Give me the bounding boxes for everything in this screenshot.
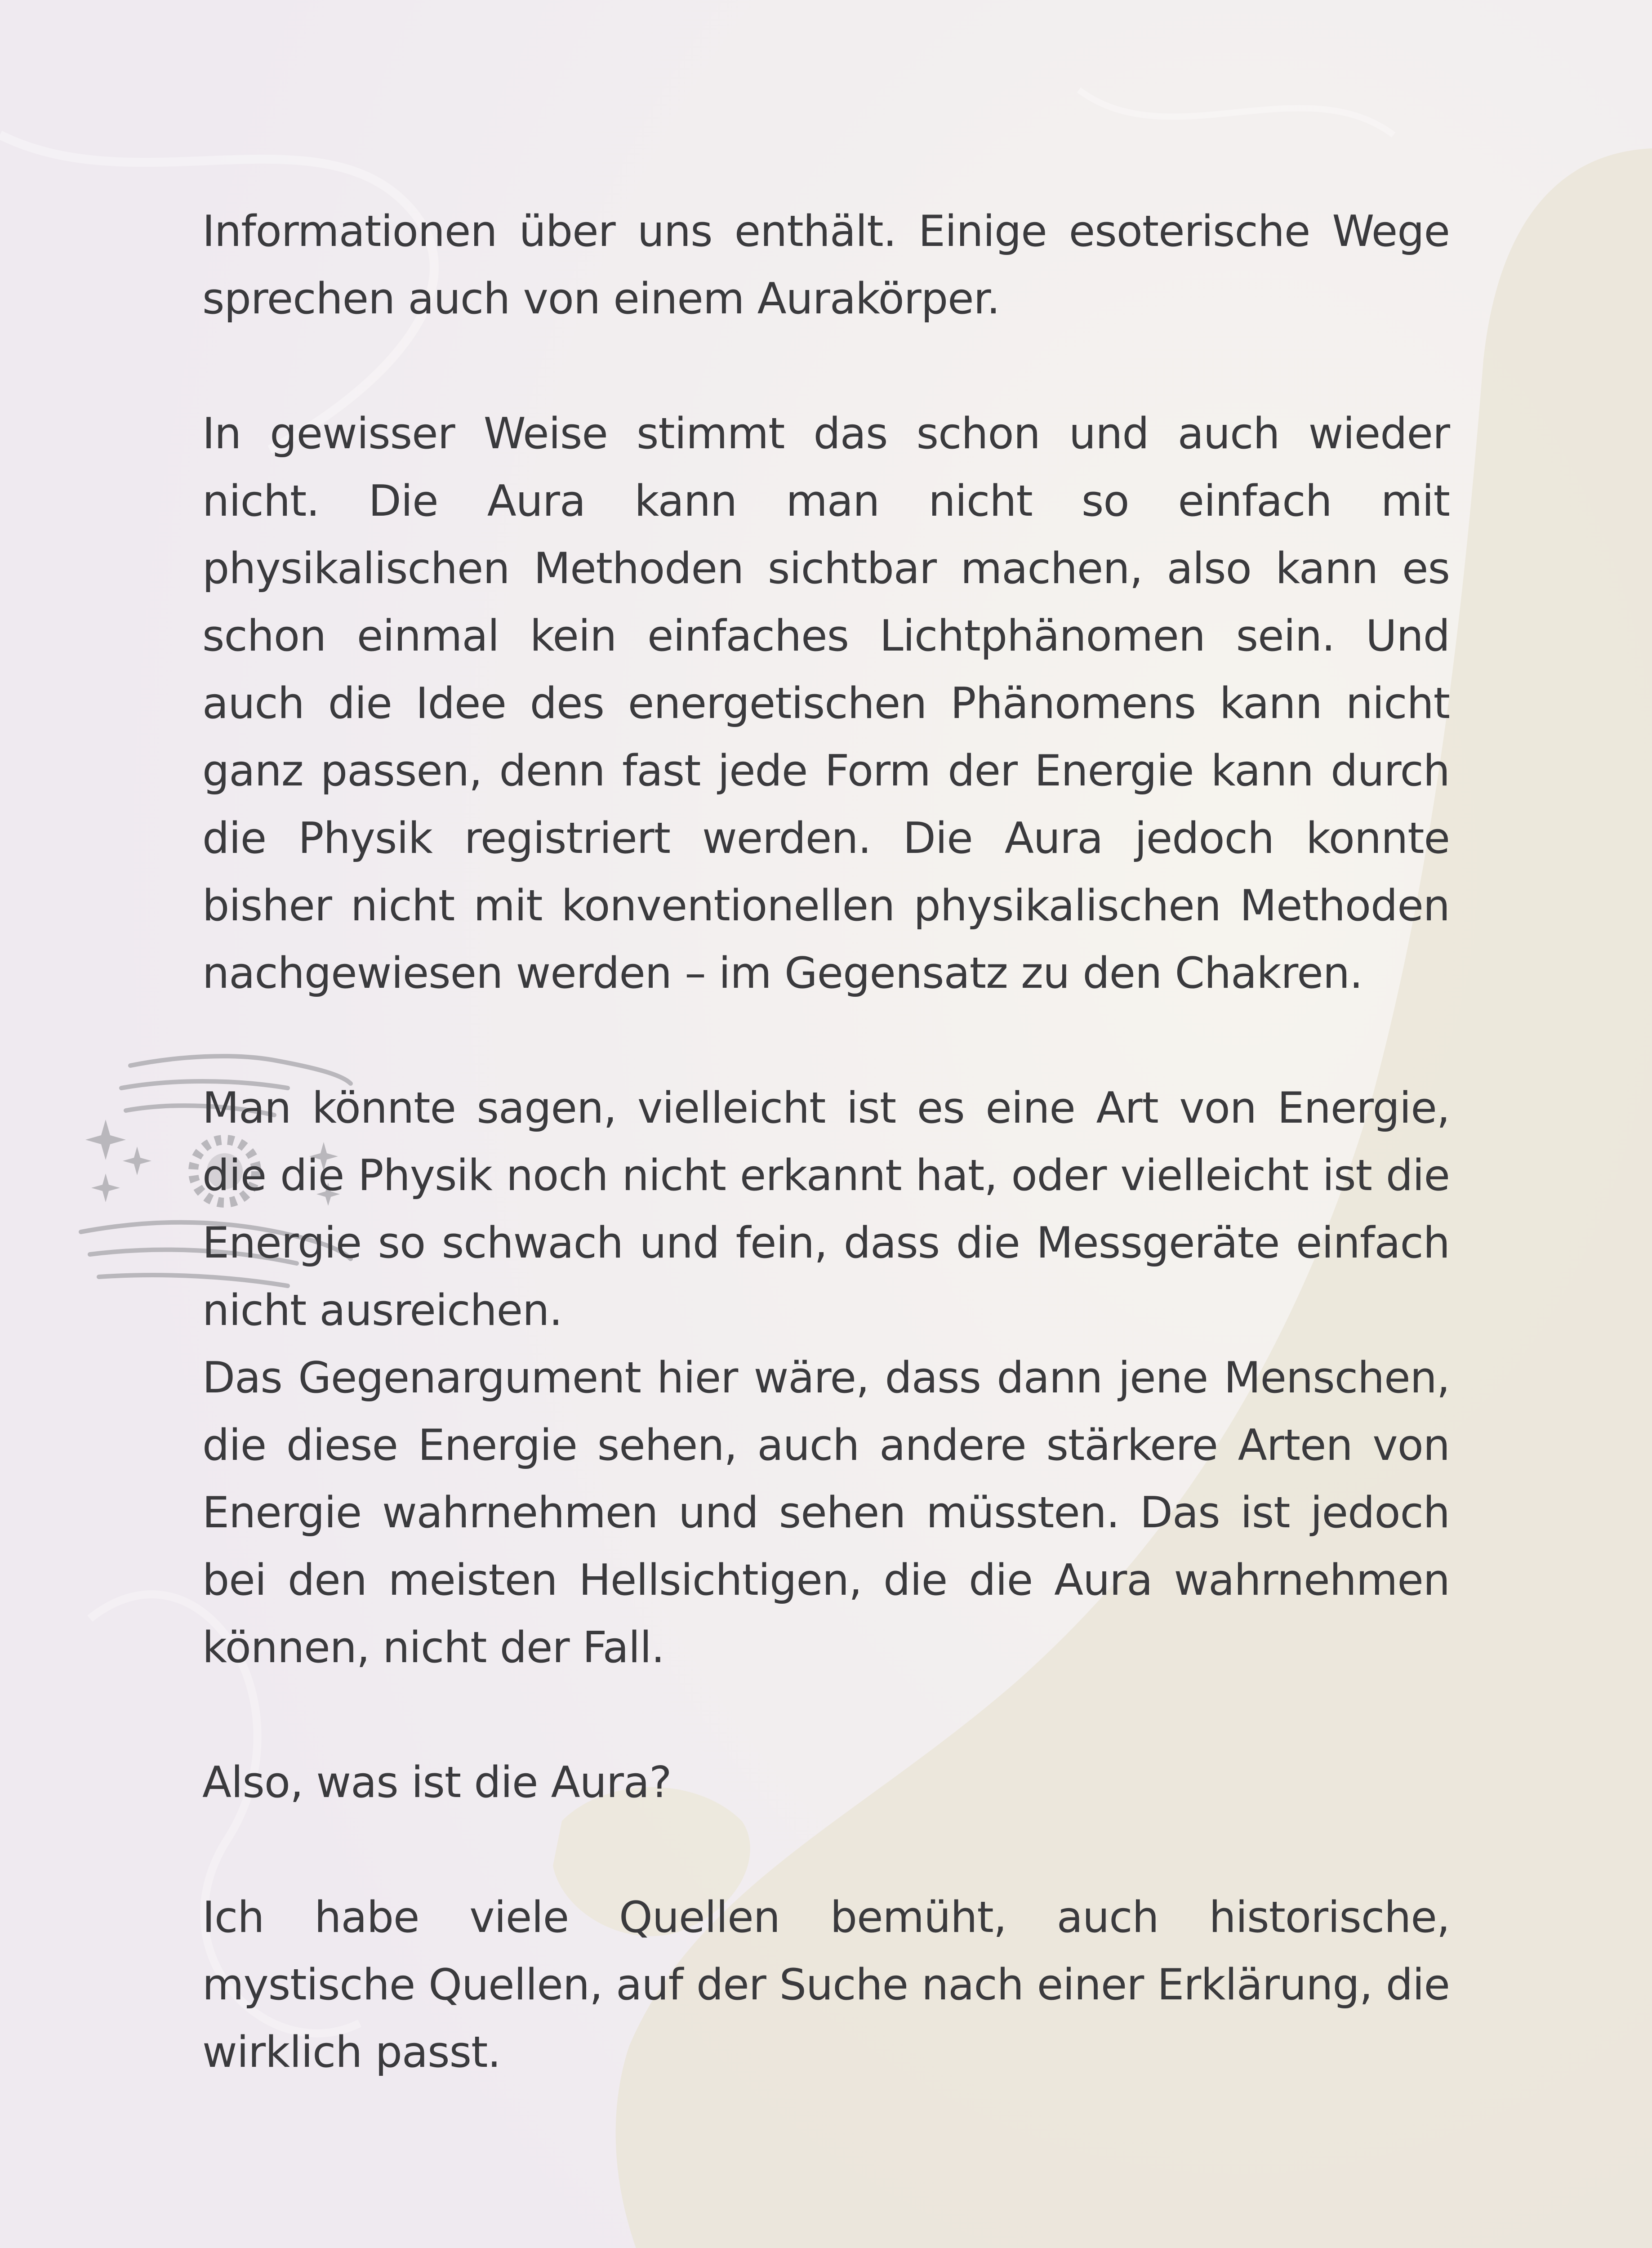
body-text bbox=[202, 198, 1450, 2154]
paragraph: Das Gegenargument hier wäre, dass dann jene Menschen, die diese Energie sehen, auch andere stärkere Arten von Energie wahrnehmen und sehen müssten. Das ist jedoch bei den meisten Hellsichtigen, die die Aura wahrnehmen können, nicht der Fall. bbox=[202, 1353, 1450, 1673]
paragraph: In gewisser Weise stimmt das schon und auch wieder nicht. Die Aura kann man nicht so einfach mit physikalischen Methoden sichtbar machen, also kann es schon einmal kein einfaches Lichtphänomen sein. Und auch die Idee des energetischen Phänomens kann nicht ganz passen, denn fast jede Form der Energie kann durch die Physik registriert werden. Die Aura jedoch konnte bisher nicht mit konventionellen physikalischen Methoden nachgewiesen werden – im Gegensatz zu den Chakren. bbox=[202, 409, 1450, 998]
paragraph: Informationen über uns enthält. Einige esoterische Wege sprechen auch von einem Aurakörper. bbox=[202, 207, 1450, 324]
paragraph: Also, was ist die Aura? bbox=[202, 1758, 672, 1807]
paragraph: Man könnte sagen, vielleicht ist es eine Art von Energie, die die Physik noch nicht erkannt hat, oder vielleicht ist die Energie so schwach und fein, dass die Messgeräte einfach nicht ausreichen. bbox=[202, 1084, 1450, 1335]
paragraph: Ich habe viele Quellen bemüht, auch historische, mystische Quellen, auf der Suche nach einer Erklärung, die wirklich passt. bbox=[202, 1893, 1450, 2077]
